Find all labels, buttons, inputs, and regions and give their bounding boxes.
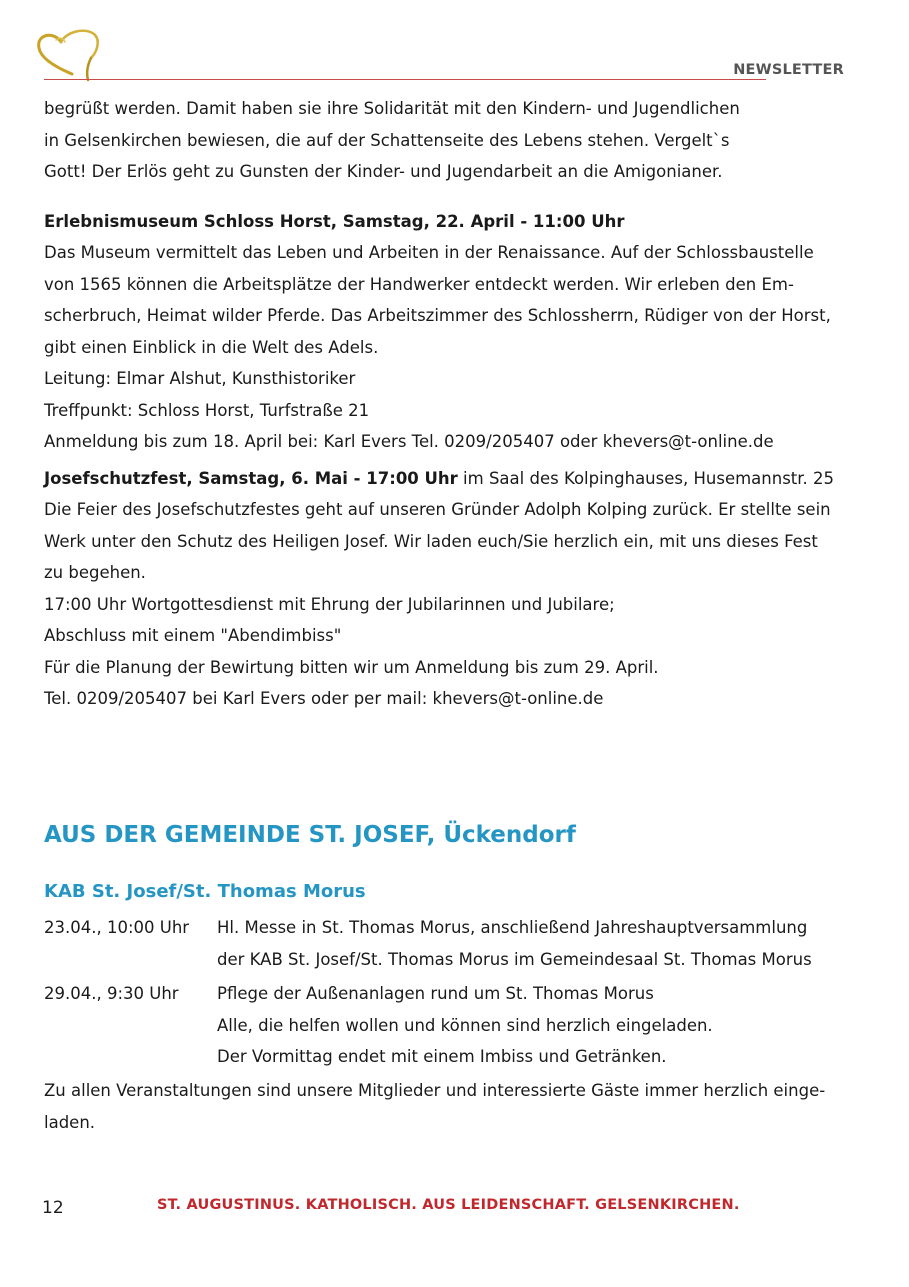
josef-line: 17:00 Uhr Wortgottesdienst mit Ehrung der Jubilarinnen und Jubilare; xyxy=(44,594,615,614)
event-line: Alle, die helfen wollen und können sind herzlich eingeladen. xyxy=(217,1015,713,1035)
event-description xyxy=(217,912,812,975)
closing-line: Zu allen Veranstaltungen sind unsere Mitglieder und interessierte Gäste immer herzlich einge- xyxy=(44,1081,826,1100)
josef-location: im Saal des Kolpinghauses, Husemannstr. 25 xyxy=(457,468,835,488)
museum-line: Treffpunkt: Schloss Horst, Turfstraße 21 xyxy=(44,400,370,420)
event-description xyxy=(217,978,713,1073)
intro-line: Gott! Der Erlös geht zu Gunsten der Kinder- und Jugendarbeit an die Amigonianer. xyxy=(44,162,723,181)
page-number: 12 xyxy=(42,1198,64,1218)
museum-line: von 1565 können die Arbeitsplätze der Handwerker entdeckt werden. Wir erleben den Em- xyxy=(44,274,794,294)
subsection-title: KAB St. Josef/St. Thomas Morus xyxy=(44,881,366,902)
josef-line: Werk unter den Schutz des Heiligen Josef. Wir laden euch/Sie herzlich ein, mit uns dieses Fest xyxy=(44,531,818,551)
footer-slogan: ST. AUGUSTINUS. KATHOLISCH. AUS LEIDENSCHAFT. GELSENKIRCHEN. xyxy=(157,1197,740,1213)
josef-line: Die Feier des Josefschutzfestes geht auf unseren Gründer Adolph Kolping zurück. Er stellte sein xyxy=(44,500,831,519)
museum-line: Leitung: Elmar Alshut, Kunsthistoriker xyxy=(44,369,356,388)
josef-line: Für die Planung der Bewirtung bitten wir um Anmeldung bis zum 29. April. xyxy=(44,657,659,677)
closing-line: laden. xyxy=(44,1112,96,1132)
museum-line: scherbruch, Heimat wilder Pferde. Das Arbeitszimmer des Schlossherrn, Rüdiger von der Horst, xyxy=(44,306,831,325)
event-list xyxy=(44,912,866,1076)
museum-line: gibt einen Einblick in die Welt des Adels. xyxy=(44,337,379,357)
newsletter-label: NEWSLETTER xyxy=(733,62,844,78)
josef-line: Abschluss mit einem "Abendimbiss" xyxy=(44,626,342,645)
heart-logo-icon xyxy=(34,28,102,82)
event-line: Pflege der Außenanlagen rund um St. Thomas Morus xyxy=(217,984,654,1003)
event-row xyxy=(44,912,866,975)
event-line: der KAB St. Josef/St. Thomas Morus im Gemeindesaal St. Thomas Morus xyxy=(217,949,812,969)
museum-heading: Erlebnismuseum Schloss Horst, Samstag, 22. April - 11:00 Uhr xyxy=(44,211,625,231)
event-row xyxy=(44,978,866,1073)
josef-line: Tel. 0209/205407 bei Karl Evers oder per mail: khevers@t-online.de xyxy=(44,689,604,708)
closing-paragraph xyxy=(44,1075,866,1138)
museum-line: Das Museum vermittelt das Leben und Arbeiten in der Renaissance. Auf der Schlossbaustelle xyxy=(44,243,814,262)
josef-heading-line xyxy=(44,463,866,495)
intro-line: in Gelsenkirchen bewiesen, die auf der Schattenseite des Lebens stehen. Vergelt`s xyxy=(44,130,730,150)
josef-line: zu begehen. xyxy=(44,563,146,582)
josef-heading: Josefschutzfest, Samstag, 6. Mai - 17:00 Uhr xyxy=(44,468,458,488)
intro-line: begrüßt werden. Damit haben sie ihre Solidarität mit den Kindern- und Jugendlichen xyxy=(44,99,740,118)
event-line: Hl. Messe in St. Thomas Morus, anschließend Jahreshauptversammlung xyxy=(217,918,808,937)
museum-line: Anmeldung bis zum 18. April bei: Karl Evers Tel. 0209/205407 oder khevers@t-online.de xyxy=(44,432,774,451)
article-body xyxy=(44,93,866,715)
event-date: 23.04., 10:00 Uhr xyxy=(44,918,190,937)
event-date: 29.04., 9:30 Uhr xyxy=(44,984,179,1003)
event-line: Der Vormittag endet mit einem Imbiss und Getränken. xyxy=(217,1047,667,1066)
header-divider xyxy=(44,79,766,80)
section-title: AUS DER GEMEINDE ST. JOSEF, Ückendorf xyxy=(44,822,576,848)
